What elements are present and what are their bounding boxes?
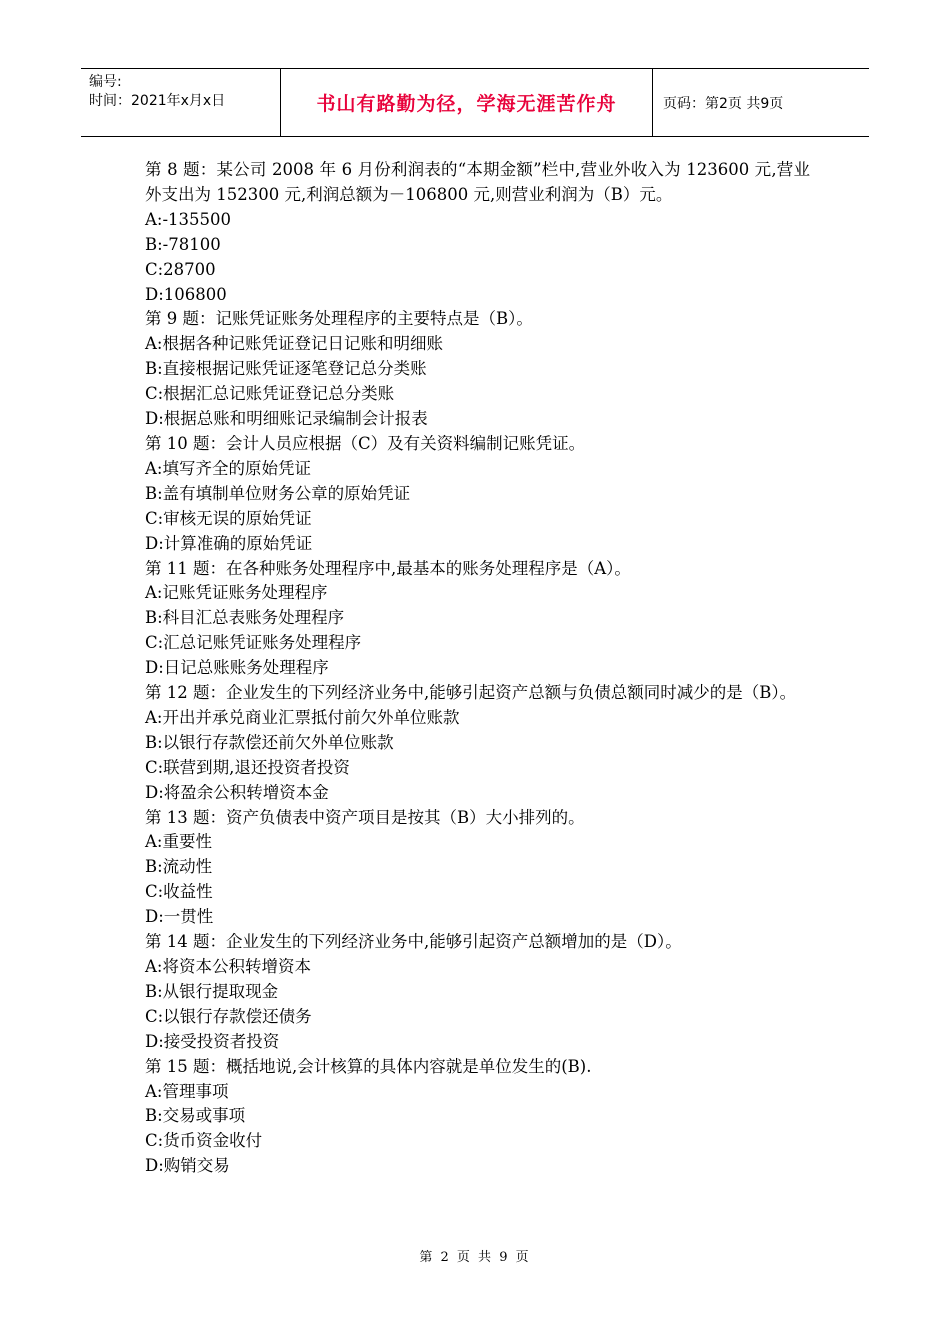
option-d: D:计算准确的原始凭证 (145, 533, 313, 553)
header-number-label: 编号: (89, 74, 122, 90)
header-time-label: 时间：2021年x月x日 (89, 93, 226, 109)
option-d: D:购销交易 (145, 1156, 230, 1176)
question-title: 第 9 题：记账凭证账务处理程序的主要特点是（B）。 (145, 309, 533, 329)
question-block (145, 681, 810, 806)
option-d: D:根据总账和明细账记录编制会计报表 (145, 409, 428, 429)
question-title: 第 15 题：概括地说,会计核算的具体内容就是单位发生的(B). (145, 1056, 592, 1076)
option-d: D:日记总账账务处理程序 (145, 658, 329, 678)
option-b: B:科目汇总表账务处理程序 (145, 608, 345, 628)
option-d: D:接受投资者投资 (145, 1031, 280, 1051)
option-b: B:-78100 (145, 234, 221, 254)
option-a: A:管理事项 (145, 1081, 229, 1101)
option-d: D:一贯性 (145, 907, 214, 927)
question-title: 第 14 题：企业发生的下列经济业务中,能够引起资产总额增加的是（D）。 (145, 932, 682, 952)
question-block (145, 432, 810, 557)
option-b: B:以银行存款偿还前欠外单位账款 (145, 732, 394, 752)
header-motto-cell (281, 69, 653, 136)
footer-page-number: 第 2 页 共 9 页 (419, 1250, 531, 1265)
option-a: A:-135500 (145, 209, 232, 229)
option-a: A:将资本公积转增资本 (145, 957, 311, 976)
page-footer (0, 1246, 950, 1265)
option-c: C:以银行存款偿还债务 (145, 1006, 312, 1026)
option-b: B:交易或事项 (145, 1106, 246, 1126)
question-title: 第 11 题：在各种账务处理程序中,最基本的账务处理程序是（A）。 (145, 558, 631, 578)
option-a: A:填写齐全的原始凭证 (145, 458, 311, 478)
option-b: B:从银行提取现金 (145, 981, 279, 1001)
option-d: D:106800 (145, 284, 227, 304)
header-meta (81, 69, 281, 136)
question-title: 第 8 题：某公司 2008 年 6 月份利润表的“本期金额”栏中,营业外收入为 123600 元,营业外支出为 152300 元,利润总额为－106800 元,则营业利润为（B）元。 (145, 160, 810, 204)
question-title: 第 10 题：会计人员应根据（C）及有关资料编制记账凭证。 (145, 433, 586, 453)
option-b: B:流动性 (145, 857, 213, 877)
option-d: D:将盈余公积转增资本金 (145, 782, 329, 802)
question-list (145, 158, 810, 1179)
question-block (145, 930, 810, 1055)
option-b: B:盖有填制单位财务公章的原始凭证 (145, 483, 411, 503)
option-c: C:汇总记账凭证账务处理程序 (145, 633, 362, 653)
option-c: C:收益性 (145, 882, 213, 902)
question-block (145, 806, 810, 931)
question-block (145, 158, 810, 307)
option-a: A:根据各种记账凭证登记日记账和明细账 (145, 334, 443, 354)
option-c: C:货币资金收付 (145, 1131, 263, 1151)
question-block (145, 1055, 810, 1180)
option-c: C:联营到期,退还投资者投资 (145, 757, 350, 777)
option-a: A:重要性 (145, 832, 212, 852)
option-c: C:根据汇总记账凭证登记总分类账 (145, 384, 395, 404)
option-a: A:记账凭证账务处理程序 (145, 583, 328, 603)
header-page-info-cell (653, 69, 869, 136)
option-c: C:审核无误的原始凭证 (145, 508, 312, 528)
option-b: B:直接根据记账凭证逐笔登记总分类账 (145, 359, 427, 379)
page-header (81, 68, 869, 137)
header-page-info: 页码：第2页 共9页 (663, 95, 784, 112)
question-block (145, 557, 810, 682)
header-motto: 书山有路勤为径，学海无涯苦作舟 (316, 93, 617, 115)
option-c: C:28700 (145, 259, 216, 279)
question-title: 第 13 题：资产负债表中资产项目是按其（B）大小排列的。 (145, 807, 585, 827)
option-a: A:开出并承兑商业汇票抵付前欠外单位账款 (145, 707, 460, 727)
question-block (145, 307, 810, 432)
question-title: 第 12 题：企业发生的下列经济业务中,能够引起资产总额与负债总额同时减少的是（B）。 (145, 683, 797, 703)
